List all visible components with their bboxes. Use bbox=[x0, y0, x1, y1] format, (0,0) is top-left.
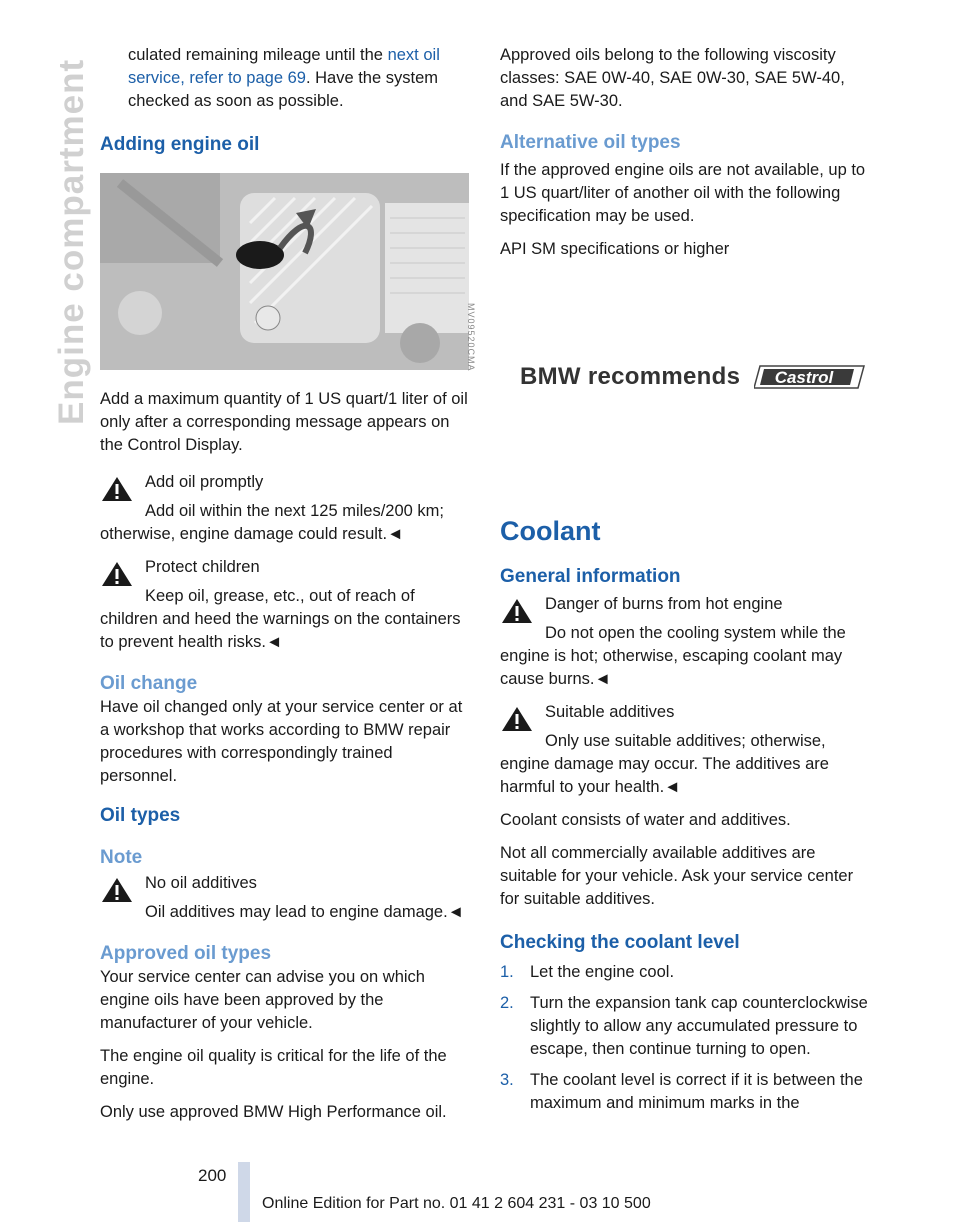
list-item: 3. The coolant level is correct if it is between the maximum and minimum marks in the bbox=[500, 1071, 863, 1112]
warning-icon bbox=[500, 597, 534, 625]
side-tab bbox=[0, 40, 91, 440]
castrol-logo-icon bbox=[754, 364, 866, 390]
oil-types-heading: Oil types bbox=[100, 805, 181, 826]
note-heading: Note bbox=[100, 847, 143, 868]
checking-coolant-heading: Checking the coolant level bbox=[500, 932, 740, 953]
warning-icon bbox=[100, 560, 134, 588]
warning-title: Danger of burns from hot engine bbox=[545, 595, 783, 613]
alternative-oil-types-heading: Alternative oil types bbox=[500, 132, 681, 153]
footer-divider bbox=[238, 1162, 250, 1222]
approved-paragraph-3: Only use approved BMW High Performance oil. bbox=[100, 1103, 447, 1121]
warning-title: Protect children bbox=[145, 558, 260, 576]
side-tab-label: Engine compartment bbox=[52, 58, 91, 425]
warning-hot-engine bbox=[500, 593, 876, 691]
general-information-heading: General information bbox=[500, 566, 681, 587]
warning-body: Keep oil, grease, etc., out of reach of children and heed the warnings on the containers to prevent health risks.◄ bbox=[100, 587, 461, 651]
viscosity-text: Approved oils belong to the following viscosity classes: SAE 0W-40, SAE 0W-30, SAE 5W-40, and SAE 5W-30. bbox=[500, 46, 845, 110]
page-number: 200 bbox=[198, 1166, 227, 1185]
alternative-paragraph-1: If the approved engine oils are not available, up to 1 US quart/liter of another oil with the following specification may be used. bbox=[500, 161, 866, 225]
coolant-steps-list bbox=[500, 961, 876, 1115]
adding-text: Add a maximum quantity of 1 US quart/1 liter of oil only after a corresponding message appears on the Control Display. bbox=[100, 390, 468, 454]
engine-photo bbox=[100, 173, 469, 370]
warning-icon bbox=[500, 705, 534, 733]
engine-photo-wrap bbox=[100, 173, 476, 372]
warning-add-oil bbox=[100, 471, 472, 546]
warning-protect-children bbox=[100, 556, 472, 654]
warning-title: Suitable additives bbox=[545, 703, 675, 721]
coolant-heading: Coolant bbox=[500, 516, 601, 546]
warning-title: Add oil promptly bbox=[145, 473, 264, 491]
warning-body: Only use suitable additives; otherwise, engine damage may occur. The additives are harmful to your health.◄ bbox=[500, 732, 829, 796]
warning-no-additives bbox=[100, 872, 472, 924]
list-item: 2. Turn the expansion tank cap counterclockwise slightly to allow any accumulated pressure to escape, then continue turning to open. bbox=[500, 994, 868, 1058]
coolant-paragraph-1: Coolant consists of water and additives. bbox=[500, 811, 791, 829]
approved-paragraph-1: Your service center can advise you on which engine oils have been approved by the manufacturer of your vehicle. bbox=[100, 968, 425, 1032]
coolant-paragraph-2: Not all commercially available additives are suitable for your vehicle. Ask your service center for suitable additives. bbox=[500, 844, 854, 908]
left-column bbox=[100, 44, 476, 1134]
oil-change-heading: Oil change bbox=[100, 673, 198, 694]
castrol-brand-text: Castrol bbox=[774, 368, 834, 387]
right-column bbox=[500, 44, 876, 1123]
oil-service-link[interactable]: next oil service, refer to page 69 bbox=[128, 46, 440, 87]
oil-change-text: Have oil changed only at your service center or at a workshop that works according to BMW repair procedures with correspondingly trained personnel. bbox=[100, 698, 463, 785]
warning-title: No oil additives bbox=[145, 874, 257, 892]
approved-paragraph-2: The engine oil quality is critical for the life of the engine. bbox=[100, 1047, 447, 1088]
engine-illustration bbox=[100, 173, 469, 370]
approved-oil-types-heading: Approved oil types bbox=[100, 943, 272, 964]
alternative-paragraph-2: API SM specifications or higher bbox=[500, 240, 730, 258]
bmw-castrol-logo bbox=[520, 357, 876, 397]
warning-body: Add oil within the next 125 miles/200 km; otherwise, engine damage could result.◄ bbox=[100, 502, 444, 543]
photo-id: MV09520CMA bbox=[466, 303, 476, 372]
warning-icon bbox=[100, 876, 134, 904]
adding-engine-oil-heading: Adding engine oil bbox=[100, 134, 260, 155]
warning-icon bbox=[100, 475, 134, 503]
footer-edition: Online Edition for Part no. 01 41 2 604 231 - 03 10 500 bbox=[262, 1195, 651, 1212]
list-item: 1. Let the engine cool. bbox=[500, 963, 675, 981]
bmw-recommends-text: BMW recommends bbox=[520, 363, 741, 390]
warning-body: Oil additives may lead to engine damage.◄ bbox=[145, 903, 465, 921]
warning-suitable-additives bbox=[500, 701, 876, 799]
intro-paragraph: culated remaining mileage until the next oil service, refer to page 69. Have the system checked as soon as possible. bbox=[128, 46, 440, 110]
warning-body: Do not open the cooling system while the engine is hot; otherwise, escaping coolant may cause burns.◄ bbox=[500, 624, 846, 688]
